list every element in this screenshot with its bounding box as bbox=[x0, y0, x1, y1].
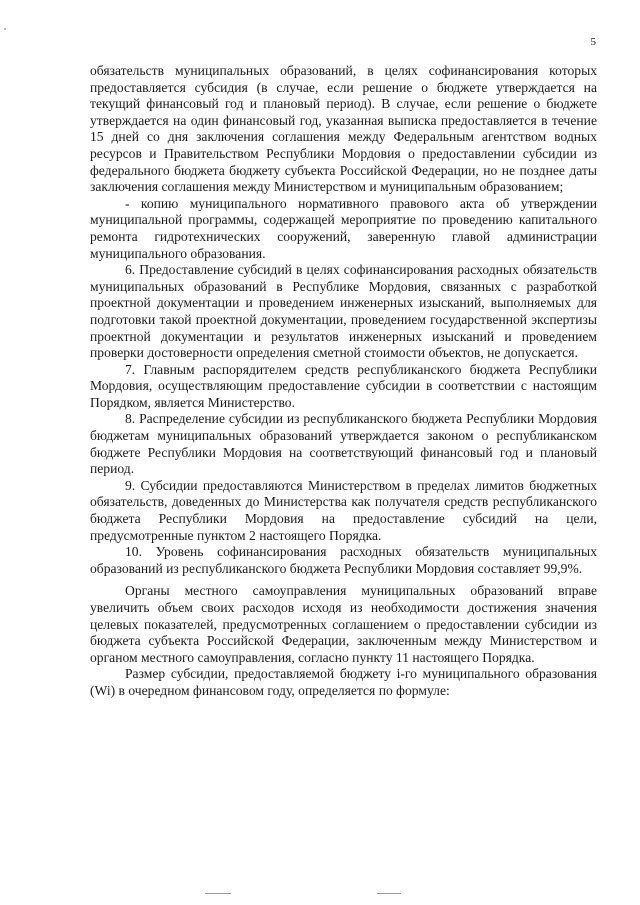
paragraph-continuation: обязательств муниципальных образований, в целях софинансирования которых предоставляется субсидия (в случае, если решение о бюджете утверждается на текущий финансовый год и плановый период). В случае, если решение о бюджете утверждается на один финансовый год, указанная выписка предоставляется в течение 15 дней со дня заключения соглашения между Федеральным агентством водных ресурсов и Правительством Республики Мордовия о предоставлении субсидии из федерального бюджета бюджету субъекта Российской Федерации, но не позднее даты заключения соглашения между Министерством и муниципальным образованием; bbox=[90, 63, 597, 195]
paragraph-clause-10: 10. Уровень софинансирования расходных обязательств муниципальных образований из республиканского бюджета Республики Мордовия составляет 99,9%. bbox=[90, 544, 597, 576]
scan-footer-mark bbox=[205, 893, 231, 894]
scan-speck bbox=[4, 28, 6, 30]
paragraph-clause-9: 9. Субсидии предоставляются Министерством в пределах лимитов бюджетных обязательств, доведенных до Министерства как получателя средств республиканского бюджета Республики Мордовия на предоставление субсидий на цели, предусмотренные пунктом 2 настоящего Порядка. bbox=[90, 477, 597, 543]
paragraph-list-item: - копию муниципального нормативного правового акта об утверждении муниципальной программы, содержащей мероприятие по проведению капитального ремонта гидротехнических сооружений, заверенную главой администрации муниципального образования. bbox=[90, 195, 597, 261]
paragraph-clause-6: 6. Предоставление субсидий в целях софинансирования расходных обязательств муниципальных образований в Республике Мордовия, связанных с разработкой проектной документации и проведением инженерных изысканий, выполняемых для подготовки такой проектной документации, проведением государственной экспертизы проектной документации и результатов инженерных изысканий и проведением проверки достоверности определения сметной стоимости объектов, не допускается. bbox=[90, 262, 597, 361]
paragraph-clause-7: 7. Главным распорядителем средств республиканского бюджета Республики Мордовия, осуществляющим предоставление субсидии в соответствии с настоящим Порядком, является Министерство. bbox=[90, 361, 597, 410]
paragraph-formula-intro: Размер субсидии, предоставляемой бюджету i-го муниципального образования (Wi) в очередном финансовом году, определяется по формуле: bbox=[90, 666, 597, 698]
paragraph-clause-8: 8. Распределение субсидии из республиканского бюджета Республики Мордовия бюджетам муниципальных образований утверждается законом о республиканском бюджете Республики Мордовия на соответствующий финансовый год и плановый период. bbox=[90, 411, 597, 477]
paragraph-local-authorities: Органы местного самоуправления муниципальных образований вправе увеличить объем своих расходов исходя из необходимости достижения значения целевых показателей, предусмотренных соглашением о предоставлении субсидии из бюджета субъекта Российской Федерации, заключенным между Министерством и органом местного самоуправления, согласно пункту 11 настоящего Порядка. bbox=[90, 583, 597, 665]
scan-footer-mark bbox=[377, 893, 401, 894]
page-number: 5 bbox=[590, 36, 596, 48]
document-body bbox=[90, 63, 597, 700]
